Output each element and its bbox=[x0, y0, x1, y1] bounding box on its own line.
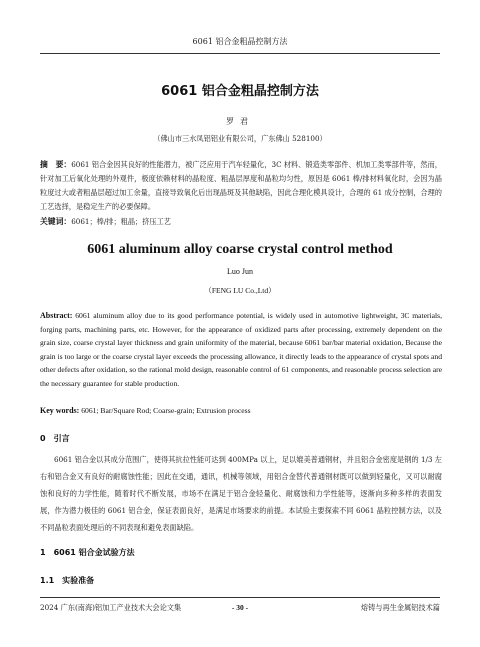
keywords-cn-label: 关键词： bbox=[40, 217, 72, 226]
section-heading-introduction: 0 引言 bbox=[40, 434, 70, 443]
keywords-en-text: 6061; Bar/Square Rod; Coarse-grain; Extrusion process bbox=[79, 406, 251, 415]
header-rule bbox=[40, 53, 440, 54]
footer-rule bbox=[40, 597, 440, 598]
author-en: Luo Jun bbox=[227, 267, 253, 276]
affiliation-cn: （佛山市三水凤铝铝业有限公司，广东佛山 528100） bbox=[153, 134, 327, 143]
footer-section-title: 熔铸与再生金属铝技术篇 bbox=[360, 603, 440, 612]
abstract-cn-label: 摘 要： bbox=[40, 160, 72, 169]
paper-title-cn: 6061 铝合金粗晶控制方法 bbox=[161, 84, 319, 99]
abstract-cn bbox=[40, 158, 442, 214]
author-cn: 罗君 bbox=[226, 117, 254, 126]
introduction-paragraph: 6061 铝合金以其成分范围广，使得其抗拉性能可达到 400MPa 以上，足以媲美普通钢材，并且铝合金密度是钢的 1/3 左右和铝合金又有良好的耐腐蚀性能；因此在交通，通讯，机械等领域，用铝合金替代普通钢材既可以做到轻量化，又可以耐腐蚀和良好的力学性能，随着时代不断发展，市场不在满足于铝合金轻量化、耐腐蚀和力学性能等，逐渐向多种多样的表面发展，作为潜力极佳的 6061 铝合金，保证表面良好，是满足市场要求的前提。本试验主要探索不同 6061 晶粒控制方法，以及不同晶粒表面处理后的不同表现和避免表面缺陷。 bbox=[40, 455, 442, 532]
running-head: 6061 铝合金粗晶控制方法 bbox=[192, 37, 288, 46]
footer-proceedings-title: 2024 广东(南海)铝加工产业技术大会论文集 bbox=[40, 603, 182, 612]
keywords-en-label: Key words: bbox=[40, 406, 80, 415]
keywords-cn bbox=[40, 216, 442, 228]
section-heading-test-method: 1 6061 铝合金试验方法 bbox=[40, 548, 135, 557]
affiliation-en: （FENG LU Co.,Ltd） bbox=[204, 286, 276, 295]
abstract-en-text: 6061 aluminum alloy due to its good performance potential, is widely used in automotive lightweight, 3C materials, forging parts, machining parts, etc. However, for the appearance of oxidized parts after processing, extremely dependent on the grain size, coarse crystal layer thickness and grain uniformity of the material, because 6061 bar/bar material oxidation, Because the grain is too large or the coarse crystal layer exceeds the processing allowance, it directly leads to the appearance of crystal spots and other defects after oxidation, so the rational mold design, reasonable control of 61 components, and reasonable process selection are the necessary guarantee for stable production. bbox=[40, 311, 442, 388]
keywords-en bbox=[40, 405, 442, 417]
abstract-en-label: Abstract: bbox=[40, 311, 73, 320]
abstract-cn-text: 6061 铝合金因其良好的性能潜力，被广泛应用于汽车轻量化，3C 材料、锻造类零部件、机加工类零部件等，然而，针对加工后氧化处理的外观件，极度依赖材料的晶粒度、粗晶层厚度和晶粒均匀性，原因是 6061 棒/排材料氧化时，会因为晶粒度过大或者粗晶层超过加工余量，直接导致氧化后出现晶斑及其他缺陷，因此合理化模具设计，合理的 61 成分控制，合理的工艺选择，是稳定生产的必要保障。 bbox=[40, 160, 442, 211]
paper-title-en: 6061 aluminum alloy coarse crystal control method bbox=[87, 242, 393, 257]
keywords-cn-text: 6061；棒/排；粗晶；挤压工艺 bbox=[71, 217, 171, 226]
page-number: - 30 - bbox=[231, 603, 249, 612]
subsection-heading-preparation: 1.1 实验准备 bbox=[40, 576, 95, 585]
abstract-en bbox=[40, 309, 442, 390]
